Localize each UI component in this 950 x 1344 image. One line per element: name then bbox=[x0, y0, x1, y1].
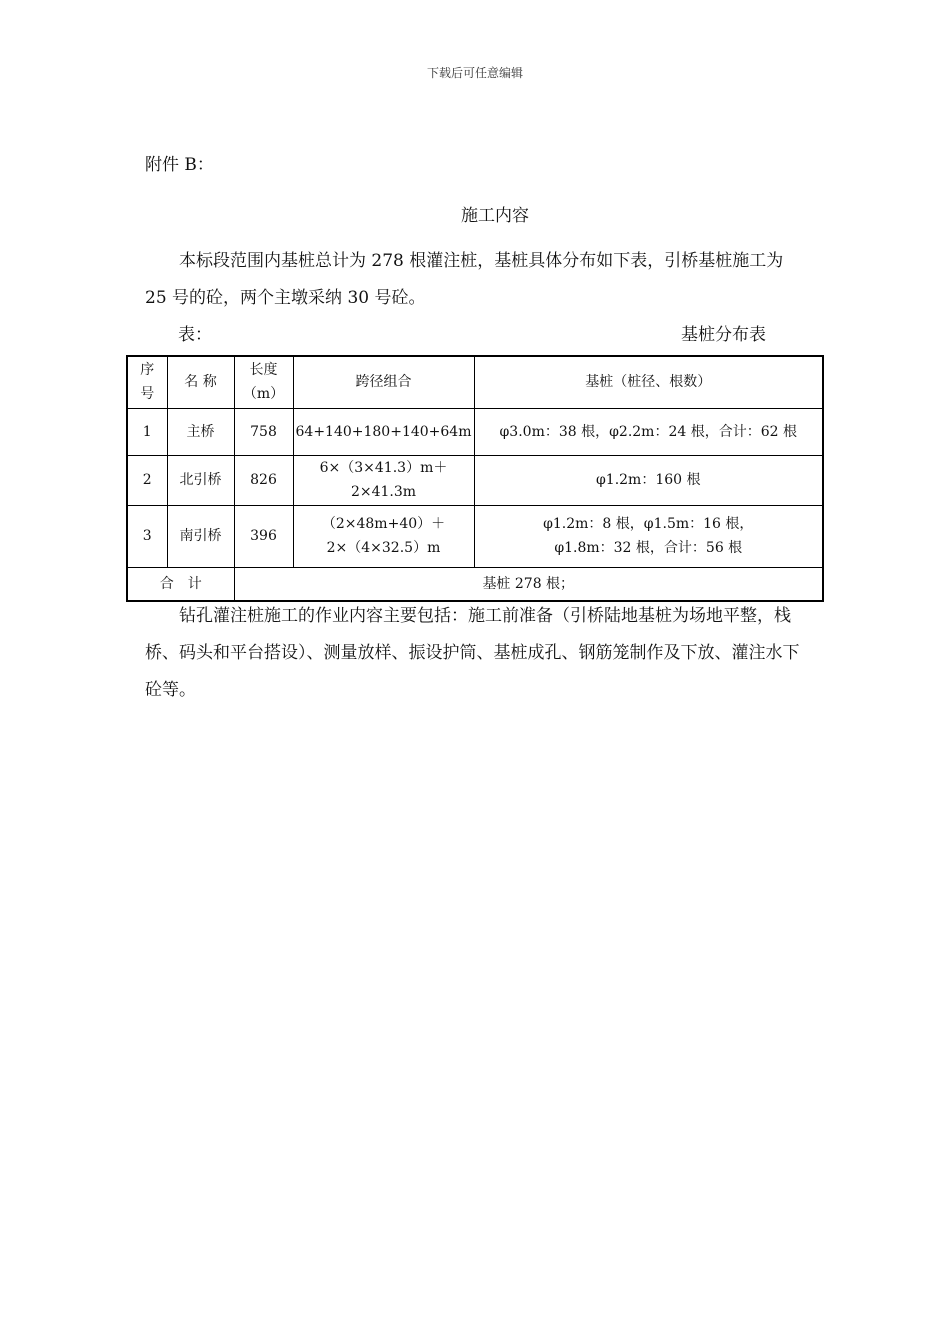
table-row bbox=[127, 455, 823, 505]
intro-paragraph: 本标段范围内基桩总计为 278 根灌注桩，基桩具体分布如下表，引桥基桩施工为 25 号的砼，两个主墩采纳 30 号砼。 bbox=[145, 251, 784, 308]
cell-piles bbox=[474, 505, 823, 567]
cell-no: 3 bbox=[127, 505, 167, 567]
cell-span bbox=[293, 505, 474, 567]
page-header-note: 下载后可任意编辑 bbox=[426, 66, 523, 80]
cell-span-line: 2×（4×32.5）m bbox=[326, 540, 441, 556]
cell-length: 826 bbox=[234, 455, 293, 505]
header-no-line1: 序 bbox=[140, 362, 155, 379]
header-name: 名 称 bbox=[167, 356, 234, 408]
cell-span bbox=[293, 455, 474, 505]
table-row bbox=[127, 408, 823, 455]
cell-length: 396 bbox=[234, 505, 293, 567]
table-total-row bbox=[127, 567, 823, 601]
header-span: 跨径组合 bbox=[293, 356, 474, 408]
cell-piles-line: φ1.2m：160 根 bbox=[595, 472, 701, 488]
cell-name: 北引桥 bbox=[167, 455, 234, 505]
total-value: 基桩 278 根； bbox=[234, 567, 823, 601]
header-length-line1: 长度 bbox=[249, 362, 278, 379]
cell-no: 1 bbox=[127, 408, 167, 455]
cell-piles bbox=[474, 455, 823, 505]
attachment-label: 附件 B： bbox=[145, 155, 214, 175]
cell-no: 2 bbox=[127, 455, 167, 505]
cell-name: 南引桥 bbox=[167, 505, 234, 567]
header-length-line2: （m） bbox=[242, 386, 285, 403]
table-label: 表： bbox=[178, 325, 212, 345]
cell-piles-line: φ1.2m：8 根，φ1.5m：16 根， bbox=[543, 516, 754, 532]
cell-span-line: 2×41.3m bbox=[350, 484, 417, 500]
cell-span-line: 6×（3×41.3）m＋ bbox=[319, 460, 448, 476]
cell-piles-line: φ1.8m：32 根，合计：56 根 bbox=[554, 540, 743, 556]
cell-span-line: 64+140+180+140+64m bbox=[295, 423, 472, 440]
header-piles: 基桩（桩径、根数） bbox=[474, 356, 823, 408]
header-no-line2: 号 bbox=[140, 386, 155, 403]
cell-length: 758 bbox=[234, 408, 293, 455]
cell-piles bbox=[474, 408, 823, 455]
conclusion-paragraph: 钻孔灌注桩施工的作业内容主要包括：施工前准备（引桥陆地基桩为场地平整，栈桥、码头和平台搭设）、测量放样、振设护筒、基桩成孔、钢筋笼制作及下放、灌注水下砼等。 bbox=[145, 606, 800, 700]
total-label: 合 计 bbox=[127, 567, 234, 601]
cell-piles-line: φ3.0m：38 根，φ2.2m：24 根，合计：62 根 bbox=[499, 423, 797, 440]
table-title: 基桩分布表 bbox=[681, 325, 766, 345]
header-length bbox=[234, 356, 293, 408]
pile-distribution-table bbox=[126, 355, 824, 602]
cell-span-line: （2×48m+40）＋ bbox=[321, 516, 446, 532]
table-header-row bbox=[127, 356, 823, 408]
cell-span bbox=[293, 408, 474, 455]
section-title: 施工内容 bbox=[461, 206, 529, 226]
table-row bbox=[127, 505, 823, 567]
cell-name: 主桥 bbox=[167, 408, 234, 455]
header-no bbox=[127, 356, 167, 408]
